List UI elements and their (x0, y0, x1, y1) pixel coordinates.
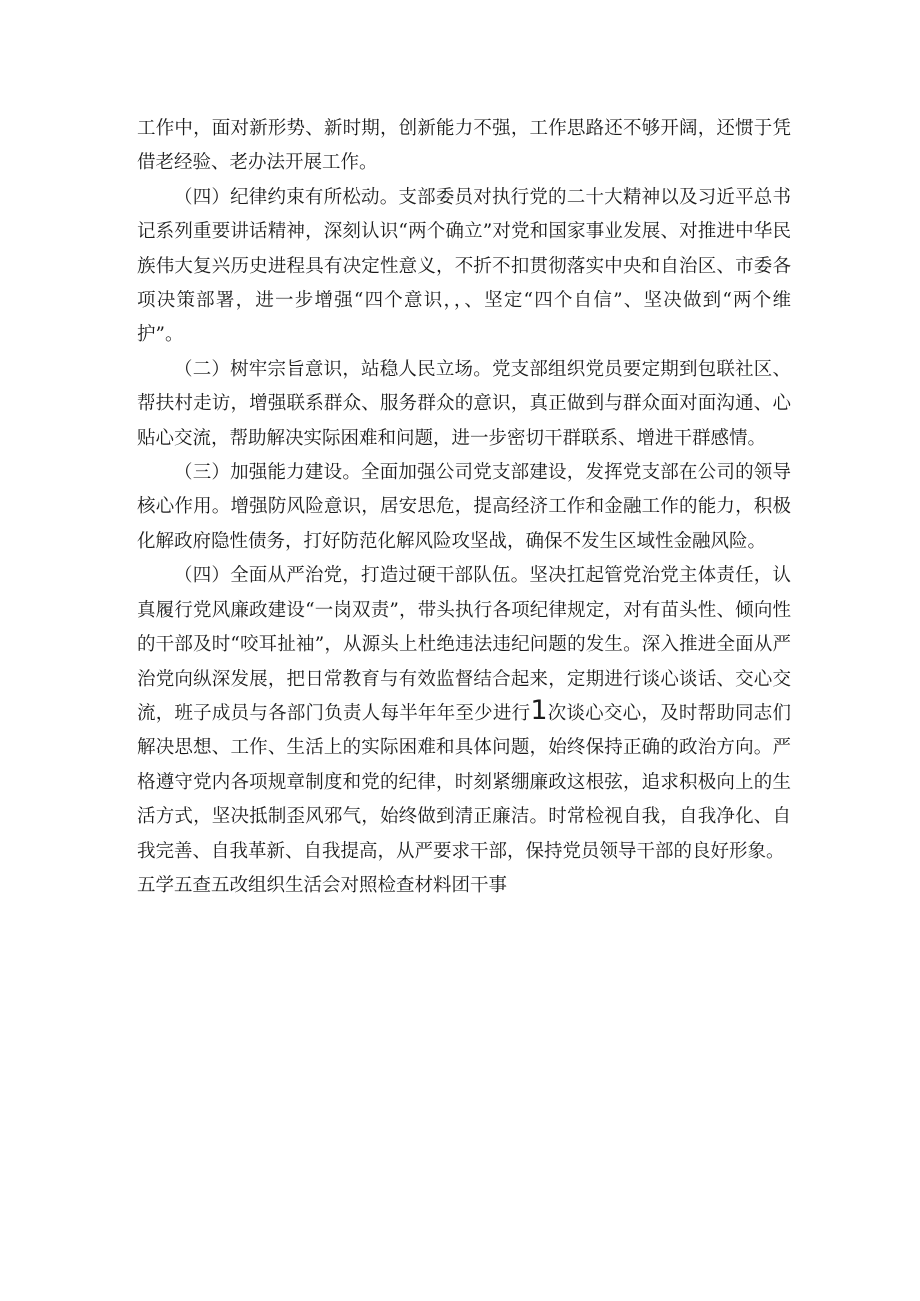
paragraph-discipline: （四）纪律约束有所松动。支部委员对执行党的二十大精神以及习近平总书记系列重要讲话精神，深刻认识“两个确立”对党和国家事业发展、对推进中华民族伟大复兴历史进程具有决定性意义，不折不扣贯彻落实中央和自治区、市委各项决策部署，进一步增强“四个意识，，、坚定“四个自信”、坚决做到“两个维护”。 (137, 186, 791, 346)
paragraph-strict-governance (137, 559, 791, 869)
footer-title: 五学五查五改组织生活会对照检查材料团干事 (137, 874, 508, 896)
paragraph-purpose: （二）树牢宗旨意识，站稳人民立场。党支部组织党员要定期到包联社区、帮扶村走访，增强联系群众、服务群众的意识，真正做到与群众面对面沟通、心贴心交流，帮助解决实际困难和问题，进一步密切干群联系、增进干群感情。 (137, 358, 791, 449)
paragraph-continuation: 工作中，面对新形势、新时期，创新能力不强，工作思路还不够开阔，还惯于凭借老经验、老办法开展工作。 (137, 118, 791, 174)
paragraph-text-after: 次谈心交心，及时帮助同志们解决思想、工作、生活上的实际困难和具体问题，始终保持正确的政治方向。严格遵守党内各项规章制度和党的纪律，时刻紧绷廉政这根弦，追求积极向上的生活方式，坚决抵制歪风邪气，始终做到清正廉洁。时常检视自我，自我净化、自我完善、自我革新、自我提高，从严要求干部，保持党员领导干部的良好形象。 (137, 702, 791, 862)
document-body (137, 112, 791, 903)
paragraph-number: 1 (530, 694, 548, 726)
paragraph-capacity: （三）加强能力建设。全面加强公司党支部建设，发挥党支部在公司的领导核心作用。增强防风险意识，居安思危，提高经济工作和金融工作的能力，积极化解政府隐性债务，打好防范化解风险攻坚战，确保不发生区域性金融风险。 (137, 462, 791, 552)
paragraph-text-before: （四）全面从严治党，打造过硬干部队伍。坚决扛起管党治党主体责任，认真履行党风廉政建设“一岗双责”，带头执行各项纪律规定，对有苗头性、倾向性的干部及时“咬耳扯袖”，从源头上杜绝违法违纪问题的发生。深入推进全面从严治党向纵深发展，把日常教育与有效监督结合起来，定期进行谈心谈话、交心交流，班子成员与各部门负责人每半年年至少进行 (137, 565, 791, 724)
